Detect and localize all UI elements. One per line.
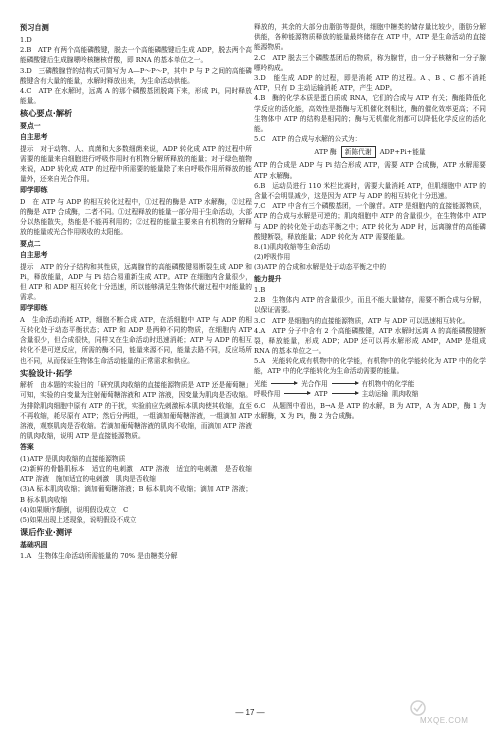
- flow-arrow-icon: [271, 383, 297, 384]
- section-title-preview: 预习自测: [20, 23, 49, 32]
- item-5: 5.C ATP 的合成与水解的公式为：: [254, 135, 362, 144]
- continued-text: 释放的，其余的大部分由脂肪等提供，细胞中糖类的储存量比较少，脂肪分解供能，各种能源物质释放的能量最终储存在 ATP 中，ATP 是生命活动的直接能源物质。: [254, 23, 486, 52]
- item-8a: 8.(1)肌肉收缩等生命活动: [254, 242, 331, 251]
- eq-left: ATP: [314, 148, 328, 157]
- item-8c: (3)ATP 的合成和水解是处于动态平衡之中的: [254, 263, 387, 272]
- ability-title: 能力提升: [254, 274, 282, 283]
- right-column: [254, 22, 486, 421]
- preview-item-4: 4.C ATP 在水解时，远离 A 的那个磷酸基团脱离下来，形成 Pi，同时释放能量。: [20, 86, 252, 106]
- energy-flow-diagram: [254, 379, 486, 399]
- self-think-2-title: 自主思考: [20, 251, 48, 260]
- flow-arrow-icon: [284, 393, 310, 394]
- flow-light-energy: 光能: [254, 379, 268, 388]
- point-2-title: 要点二: [20, 239, 41, 248]
- answer-1: (1)ATP 是肌肉收缩的直接能源物质: [20, 454, 126, 463]
- drill-2-text: A 生命活动消耗 ATP，细胞不断合成 ATP，在活细胞中 ATP 与 ADP 的相互转化处于动态平衡状态；ATP 和 ADP 是两种不同的物质，在细胞内 ATP 含量很少，但合成很快，同样又在生命活动时迅速消耗；ATP 与 ADP 的相互转化不是可逆反应，所需的酶不同，能量来源不同，能量去路不同，反应场所也不同，从而保证生物体生命活动能量的正常需求和供应。: [20, 315, 252, 365]
- homework-item-1: 1.A 生物体生命活动所需能量的 70% 是由糖类分解: [20, 552, 178, 561]
- item-3: 3.D 能生成 ADP 的过程，即是消耗 ATP 的过程。A 、B 、C 都不消耗 ATP，只有 D 主动运输消耗 ATP，产生 ADP。: [254, 73, 486, 93]
- item-6: 6.B 运动员进行 110 米栏比赛时，需要大量消耗 ATP，但肌细胞中 ATP 的含量不会明显减少，这是因为 ATP 与 ADP 的相互转化十分迅速。: [254, 181, 486, 200]
- page-number: — 17 —: [235, 708, 265, 717]
- answer-2: (2)新鲜的骨骼肌标本 适宜的电刺激 ATP 溶液 适宜的电刺激 是否收缩 ATP 溶液 施加适宜的电刺激 肌肉是否收缩: [20, 465, 259, 484]
- section-title-core: 核心要点·解析: [20, 108, 73, 119]
- item-2: 2.C ATP 脱去三个磷酸基团后的物质，称为腺苷，由一分子核糖和一分子腺嘌呤构成。: [254, 53, 486, 72]
- ability-item-4: 4.A ATP 分子中含有 2 个高能磷酸键，ATP 水解时远离 A 的高能磷酸键断裂，释放能量，形成 ADP；ADP 还可以再水解形成 AMP，AMP 是组成 RNA 的基本单位之一。: [254, 326, 486, 356]
- flow-photosynthesis: 光合作用: [301, 379, 328, 388]
- left-column: [20, 22, 259, 561]
- eq-box: 新陈代谢: [341, 146, 376, 158]
- watermark-text: MXQE.COM: [420, 716, 469, 725]
- drill-1-title: 即学即练: [20, 186, 48, 195]
- ability-item-1: 1.B: [254, 285, 266, 294]
- flow-respiration: 呼吸作用: [254, 389, 281, 398]
- eq-enzyme: 酶: [329, 148, 337, 157]
- flow-arrow-icon: [332, 383, 358, 384]
- preview-item-2: 2.B ATP 有两个高能磷酸键，脱去一个高能磷酸键后生成 ADP，脱去两个高能磷酸键后生成腺嘌呤核糖核苷酸，即 RNA 的基本单位之一。: [20, 46, 252, 65]
- flow-muscle-contraction: 肌肉收缩: [392, 389, 419, 398]
- ability-item-3: 3.C ATP 是细胞内的直接能源物质，ATP 与 ADP 可以迅速相互转化。: [254, 316, 470, 325]
- drill-1-text: D 在 ATP 与 ADP 的相互转化过程中，①过程的酶是 ATP 水解酶，②过程的酶是 ATP 合成酶，二者不同。①过程释放的能量一部分用于生命活动，大部分以热能散失，热能是不能再利用的；②过程的能量主要来自有机物的分解释放的能量或光合作用吸收的太阳能。: [20, 197, 252, 237]
- answer-5: (5)如果出现上述现象，说明假设不成立: [20, 516, 137, 525]
- flow-chemical-energy: 有机物中的化学能: [361, 379, 415, 388]
- item-4: 4.B 酶的化学本质是蛋白质或 RNA，它们的合成与 ATP 有关；酶能降低化学反应的活化能，高效性是指酶与无机催化剂相比，酶的催化效率更高；不同生物体中 ATP 的结构是相同的；酶与无机催化剂都可以降低化学反应的活化能。: [254, 94, 486, 133]
- self-think-1-text: 提示 对于动物、人、真菌和大多数细菌来说，ADP 转化成 ATP 的过程中所需要的能量来自细胞进行呼吸作用时有机物分解所释放的能量；对于绿色植物来说，ADP 转化成 ATP 的过程中所需要的能量除了来自呼吸作用所释放的能量外，还来自光合作用。: [20, 144, 252, 184]
- atp-equation: [254, 146, 486, 158]
- section-title-homework: 课后作业·测评: [20, 527, 73, 538]
- flow-arrow-icon: [332, 393, 358, 394]
- basic-title: 基础巩固: [20, 540, 48, 549]
- point-1-title: 要点一: [20, 121, 41, 130]
- experiment-analysis: 解析 由本题的实验目的「研究肌肉收缩的直接能源物质是 ATP 还是葡萄糖」可知，实验的自变量为注射葡萄糖溶液和 ATP 溶液，因变量为肌肉是否收缩。为排除肌肉细胞中原有 ATP 的干扰，实验前应先刺激标本肌肉使其收缩，直至不再收缩，耗尽原有 ATP；然后分两组，一组滴加葡萄糖溶液，一组滴加 ATP 溶液，观察肌肉是否收缩。若滴加葡萄糖溶液的肌肉不收缩，而滴加 ATP 溶液的肌肉收缩，说明 ATP 是直接能源物质。: [20, 381, 252, 441]
- item-7: 7.C ATP 中含有三个磷酸基团，一个腺苷。ATP 是细胞内的直接能源物质，ATP 的合成与水解是可逆的；肌肉细胞中 ATP 的含量很少，在生物体中 ATP 与 ADP 的转化处于动态平衡之中；ATP 转化为 ADP 时，远离腺苷的高能磷酸键断裂，释放能量；ADP 转化为 ATP 需要能量。: [254, 202, 486, 241]
- ability-item-6: 6.C 从题图中看出，B→A 是 ATP 的水解，B 为 ATP，A 为 ADP，酶 1 为水解酶，X 为 Pi，酶 2 为合成酶。: [254, 401, 486, 420]
- eq-right: ADP+Pi+能量: [379, 148, 426, 157]
- answer-4: (4)如果顺序颠倒，说明假设成立 C: [20, 505, 129, 514]
- item-5-note: ATP 的合成是 ADP 与 Pi 结合形成 ATP，需要 ATP 合成酶，ATP 水解需要 ATP 水解酶。: [254, 161, 486, 180]
- drill-2-title: 即学即练: [20, 304, 48, 313]
- flow-atp: ATP: [314, 389, 328, 398]
- section-title-experiment: 实验设计·拓学: [20, 367, 73, 378]
- self-think-2-text: 提示 ATP 的分子结构和其性质，远离腺苷的高能磷酸键易断裂生成 ADP 和 Pi，释放能量，ADP 与 Pi 结合易重新生成 ATP。ATP 在细胞内含量很少，但 ATP 和 ADP 相互转化十分迅速，所以能够满足生物体代谢过程中对能量的需求。: [20, 262, 252, 302]
- ability-item-5: 5.A 光能转化成有机物中的化学能，有机物中的化学能转化为 ATP 中的化学能，ATP 中的化学能转化为生命活动需要的能量。: [254, 357, 486, 376]
- preview-item-3: 3.D 三磷酸腺苷的结构式可简写为 A—P～P～P，其中 P 与 P 之间的高能磷酸键含有大量的能量，水解时释放出来，为生命活动供能。: [20, 66, 252, 85]
- preview-item-1: 1.D: [20, 35, 32, 44]
- item-8b: (2)呼吸作用: [254, 253, 291, 262]
- flow-active-transport: 主动运输: [361, 389, 388, 398]
- self-think-1-title: 自主思考: [20, 133, 48, 142]
- answer-title: 答案: [20, 443, 34, 452]
- ability-item-2: 2.B 生物体内 ATP 的含量很少，而且不能大量储存，需要不断合成与分解，以保证需要。: [254, 296, 486, 315]
- answer-3: (3)A 标本肌肉收缩；滴加葡萄糖溶液；B 标本肌肉不收缩；滴加 ATP 溶液；B 标本肌肉收缩: [20, 485, 252, 504]
